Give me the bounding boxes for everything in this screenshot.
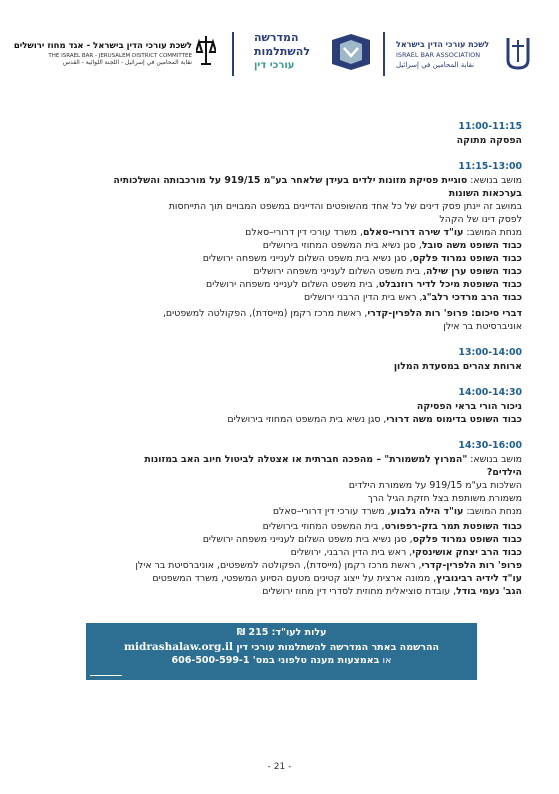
israel-bar-logo-english: ISRAEL BAR ASSOCIATION xyxy=(396,51,481,59)
speaker xyxy=(74,585,522,598)
jerusalem-district-logo-english: THE ISRAEL BAR - JERUSALEM DISTRICT COMMITTEE xyxy=(48,53,192,59)
speaker-name: כבוד השופט ערן שילה xyxy=(426,266,522,277)
moderator-name: עו"ד שירה דרורי-סאלם xyxy=(362,227,464,238)
session-description: במושב זה יינתן פסק דינים של כל אחד מהשופטים והדיינים במשפט המבויים תוך התייחסות xyxy=(168,201,522,212)
session-topic-continued: בערכאות השונות xyxy=(448,188,522,199)
israel-bar-logo xyxy=(392,28,532,78)
israel-bar-logo-hebrew: לשכת עורכי הדין בישראל xyxy=(396,40,490,49)
midrasha-logo-line1: המדרשה xyxy=(254,31,299,44)
session-title: ארוחת צהרים במסעדת המלון xyxy=(393,361,522,372)
registration-website-line xyxy=(86,641,477,653)
header-divider xyxy=(232,32,234,76)
speaker xyxy=(74,291,522,304)
bar-association-emblem-icon xyxy=(504,34,532,72)
header-divider xyxy=(383,32,385,76)
moderator-name: עו"ד הילה גלבוע xyxy=(390,506,464,517)
session-time: 11:00-11:15 xyxy=(458,121,522,132)
session-break xyxy=(74,120,522,147)
closing-remarks xyxy=(74,307,522,320)
moderator-prefix: מנחת המושב: xyxy=(463,506,522,517)
jerusalem-district-logo-hebrew: לשכת עורכי הדין בישראל - אגד מחוז ירושלים xyxy=(13,41,192,51)
session-description: משמורת משותפת בצל חזקת הגיל הרך xyxy=(367,493,522,504)
midrasha-logo-line3: עורכי דין xyxy=(254,60,295,71)
speaker xyxy=(74,572,522,585)
speaker-name: עו"ד לידיה רבינוביץ xyxy=(436,573,522,584)
page-number: - 21 - xyxy=(267,762,292,772)
session-topic-continued: הילדים? xyxy=(486,467,522,478)
speaker-role: , סגן נשיא בית משפט השלום לענייני משפחה ירושלים xyxy=(202,253,413,264)
speaker-role: , סגן נשיא בית משפט השלום לענייני משפחה ירושלים xyxy=(202,534,413,545)
session-custody-race xyxy=(74,439,522,598)
speaker xyxy=(74,559,522,572)
midrasha-logo xyxy=(248,28,378,78)
registration-cost: עלות לעו"ד: 215 ₪ xyxy=(236,627,327,638)
speaker-name: כבוד השופט נמרוד פלקס xyxy=(412,534,522,545)
speaker-name: כבוד הרב יצחק אושינסקי xyxy=(412,547,522,558)
speaker-role: , ראשת מרכז רקמן (מייסדת), הפקולטה למשפטים, אוניברסיטת בר אילן xyxy=(135,560,422,571)
midrasha-emblem-icon xyxy=(328,32,374,72)
israel-bar-logo-arabic: نقابة المحامين في إسرائيل xyxy=(396,61,475,69)
speaker xyxy=(74,252,522,265)
session-time: 14:00-14:30 xyxy=(458,387,522,398)
closing-prefix: דברי סיכום: xyxy=(467,308,522,319)
midrasha-logo-line2: להשתלמות xyxy=(254,45,310,58)
speaker-role: , ראש בית הדין הרבני ירושלים xyxy=(303,292,423,303)
closing-speaker-role: , ראשת מרכז רקמן (מייסדת), הפקולטה למשפטים, xyxy=(162,308,368,319)
speaker-role: , בית משפט השלום לענייני משפחה ירושלים xyxy=(253,266,427,277)
speaker-role: , ראש בית הדין הרבני, ירושלים xyxy=(290,547,413,558)
session-moderator xyxy=(74,505,522,518)
speaker-name: כבוד השופטת תמר בזק-רפפורט xyxy=(384,521,522,532)
phone-prefix: או xyxy=(379,655,392,666)
speaker-name: כבוד השופטת מיכל לדיר רוזנבלט xyxy=(378,279,522,290)
session-lunch xyxy=(74,346,522,373)
closing-speaker-name: פרופ' רות הלפרין-קדרי xyxy=(367,308,468,319)
session-description: השלכות בע"מ 919/15 על משמורת הילדים xyxy=(348,480,522,491)
speaker xyxy=(74,533,522,546)
topic-prefix: מושב בנושא: xyxy=(467,175,522,186)
moderator-prefix: מנחת המושב: xyxy=(463,227,522,238)
session-title: ניכור הורי בראי הפסיקה xyxy=(416,401,522,412)
registration-box xyxy=(86,623,477,680)
session-time: 13:00-14:00 xyxy=(458,347,522,358)
registration-phone-line xyxy=(86,655,477,666)
speaker-role: , בית המשפט המחוזי בירושלים xyxy=(262,521,385,532)
box-corner-rule xyxy=(90,675,122,676)
moderator-affiliation: , משרד עורכי דין דרורי–סאלם xyxy=(245,227,363,238)
session-title: הפסקה מתוקה xyxy=(456,135,522,146)
website-link[interactable]: midrashalaw.org.il xyxy=(123,641,234,653)
speaker-name: כבוד השופט משה סובל xyxy=(421,240,522,251)
speaker-name: כבוד השופט נמרוד פלקס xyxy=(412,253,522,264)
closing-remarks-continued: אוניברסיטת בר אילן xyxy=(443,321,522,332)
topic-prefix: מושב בנושא: xyxy=(467,454,522,465)
jerusalem-district-logo-arabic: نقابة المحامين في إسرائيل - اللجنة اللوائية - القدس xyxy=(62,59,192,66)
registration-text: ההרשמה באתר המדרשה להשתלמות עורכי דין xyxy=(233,642,440,653)
speaker-role: , סגן נשיא בית המשפט המחוזי בירושלים xyxy=(227,414,387,425)
speaker-role: , ממונה ארצית על ייצוג קטינים מטעם הסיוע המשפטי, משרד המשפטים xyxy=(152,573,437,584)
session-description: לפסק דינו של הקהל xyxy=(439,214,522,225)
speaker xyxy=(74,413,522,426)
phone-text: באמצעות מענה טלפוני במס' 606-500-599-1 xyxy=(171,655,380,666)
topic-text: "המרוץ למשמורת" – מהפכה חברתית או אצטלה לביטול חיוב האב במזונות xyxy=(144,454,468,465)
session-child-support xyxy=(74,160,522,333)
moderator-affiliation: , משרד עורכי דין דרורי–סאלם xyxy=(272,506,391,517)
topic-text: סוגיית פסיקת מזונות ילדים בעידן שלאחר בע"מ 919/15 על מורכבותה והשלכותיה xyxy=(113,175,468,186)
speaker xyxy=(74,239,522,252)
speaker xyxy=(74,520,522,533)
header xyxy=(0,28,559,78)
program-schedule xyxy=(74,120,522,611)
session-moderator xyxy=(74,226,522,239)
speaker-name: כבוד הרב מרדכי רלב"ג xyxy=(422,292,522,303)
session-time: 14:30-16:00 xyxy=(458,440,522,451)
jerusalem-district-logo xyxy=(13,28,216,78)
speaker-name: הגב' נעמי בודל xyxy=(456,586,522,597)
speaker xyxy=(74,546,522,559)
speaker-role: , עובדת סוציאלית מחוזית לסדרי דין מחוז ירושלים xyxy=(262,586,457,597)
session-topic xyxy=(74,453,522,466)
speaker-name: כבוד השופט בדימוס משה דרורי xyxy=(386,414,522,425)
scales-icon xyxy=(196,34,216,68)
speaker xyxy=(74,265,522,278)
speaker-role: , סגן נשיא בית המשפט המחוזי בירושלים xyxy=(262,240,422,251)
speaker-name: פרופ' רות הלפרין-קדרי xyxy=(421,560,522,571)
session-parental-alienation xyxy=(74,386,522,426)
session-topic xyxy=(74,174,522,187)
session-time: 11:15-13:00 xyxy=(458,161,522,172)
speaker xyxy=(74,278,522,291)
speaker-role: , בית משפט השלום לענייני משפחה ירושלים xyxy=(206,279,379,290)
